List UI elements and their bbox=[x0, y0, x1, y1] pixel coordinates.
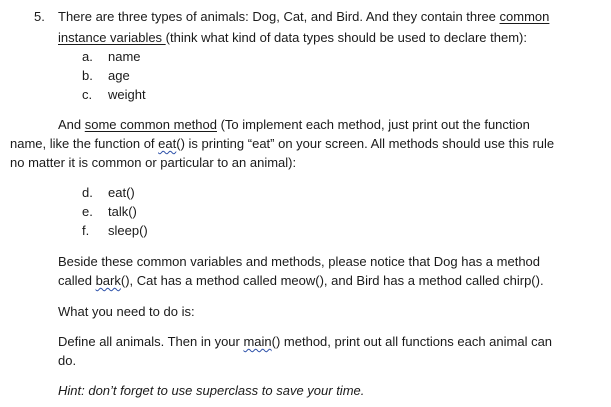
list-marker: e. bbox=[82, 204, 93, 219]
methods-intro-text: And bbox=[58, 117, 85, 132]
methods-line2-rest: () is printing “eat” on your screen. All methods should use this rule bbox=[176, 136, 555, 151]
list-item-text: name bbox=[108, 49, 141, 64]
list-item bbox=[82, 222, 148, 239]
question-number: 5. bbox=[34, 9, 45, 24]
list-item bbox=[82, 184, 135, 201]
list-item bbox=[82, 86, 146, 103]
main-link: main bbox=[243, 334, 272, 349]
intro-line-1 bbox=[58, 8, 549, 25]
list-marker: d. bbox=[82, 185, 93, 200]
define-line-1 bbox=[58, 333, 552, 350]
todo-label: What you need to do is: bbox=[58, 304, 195, 319]
beside-line-2 bbox=[58, 272, 544, 289]
methods-intro-line-2 bbox=[10, 135, 554, 152]
methods-intro-line-1 bbox=[58, 116, 530, 133]
list-item-text: eat() bbox=[108, 185, 135, 200]
beside-line2-text: called bbox=[58, 273, 96, 288]
intro-underlined-instance-variables: instance variables bbox=[58, 30, 166, 45]
list-item bbox=[82, 67, 130, 84]
list-marker: b. bbox=[82, 68, 93, 83]
list-item bbox=[82, 48, 141, 65]
intro-line-2 bbox=[58, 29, 527, 46]
list-marker: c. bbox=[82, 87, 93, 102]
define-line-2: do. bbox=[58, 353, 77, 368]
intro-underlined-common: common bbox=[499, 9, 550, 24]
list-item-text: weight bbox=[108, 87, 146, 102]
beside-line2-rest: (), Cat has a method called meow(), and Bird has a method called chirp(). bbox=[120, 273, 544, 288]
list-marker: a. bbox=[82, 49, 93, 64]
list-item-text: age bbox=[108, 68, 130, 83]
methods-line2-text: name, like the function of bbox=[10, 136, 159, 151]
define-line1-text: Define all animals. Then in your bbox=[58, 334, 244, 349]
list-item-text: talk() bbox=[108, 204, 137, 219]
methods-intro-line-3: no matter it is common or particular to an animal): bbox=[10, 155, 297, 170]
intro-text-rest: (think what kind of data types should be used to declare them): bbox=[165, 30, 527, 45]
eat-link: eat bbox=[158, 136, 177, 151]
list-item bbox=[82, 203, 137, 220]
list-item-text: sleep() bbox=[108, 223, 148, 238]
intro-text: There are three types of animals: Dog, Cat, and Bird. And they contain three bbox=[58, 9, 500, 24]
beside-line-1: Beside these common variables and methods, please notice that Dog has a method bbox=[58, 254, 541, 269]
hint-text: Hint: don’t forget to use superclass to save your time. bbox=[58, 383, 365, 398]
methods-underlined: some common method bbox=[84, 117, 217, 132]
list-marker: f. bbox=[82, 223, 90, 238]
define-line1-rest: () method, print out all functions each animal can bbox=[271, 334, 553, 349]
bark-link: bark bbox=[95, 273, 121, 288]
methods-intro-text-rest: (To implement each method, just print out the function bbox=[216, 117, 530, 132]
